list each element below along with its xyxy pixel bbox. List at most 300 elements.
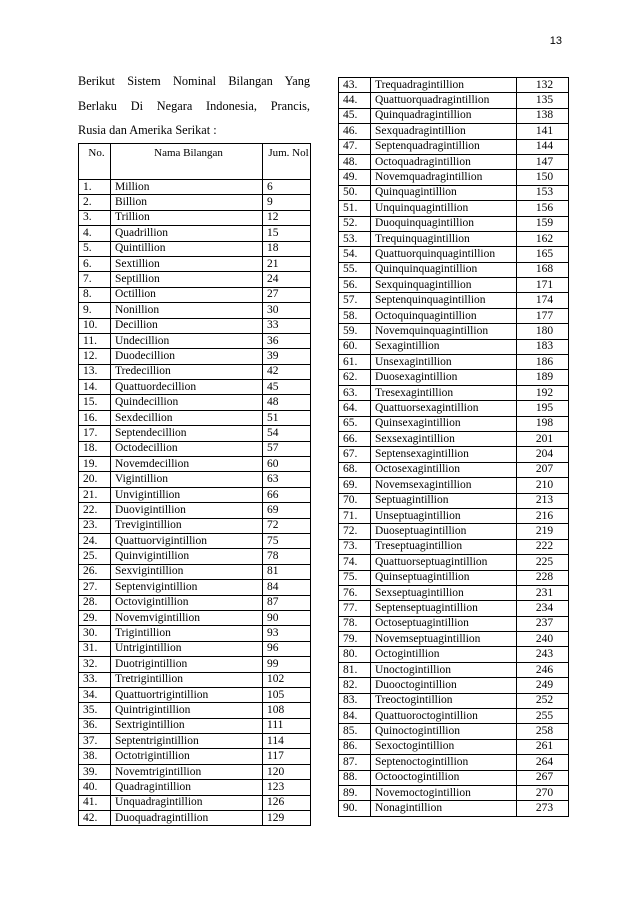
row-zeros: 189 [517,370,569,385]
row-zeros: 222 [517,539,569,554]
row-zeros: 27 [263,287,311,302]
row-name: Octogintillion [371,647,517,662]
table-row [79,687,311,702]
table-row [339,293,569,308]
row-name: Quinquinquagintillion [371,262,517,277]
table-row [339,154,569,169]
row-zeros: 6 [263,180,311,195]
row-name: Sextillion [111,256,263,271]
row-zeros: 162 [517,231,569,246]
table-row [339,124,569,139]
table-row [339,662,569,677]
row-number: 13. [79,364,111,379]
row-name: Quintrigintillion [111,703,263,718]
row-number: 3. [79,210,111,225]
row-zeros: 90 [263,610,311,625]
row-zeros: 270 [517,785,569,800]
row-name: Quattuorquinquagintillion [371,247,517,262]
row-zeros: 156 [517,201,569,216]
row-name: Novemvigintillion [111,610,263,625]
row-zeros: 111 [263,718,311,733]
row-zeros: 39 [263,349,311,364]
row-zeros: 93 [263,626,311,641]
row-zeros: 246 [517,662,569,677]
row-name: Duotrigintillion [111,657,263,672]
table-row [339,785,569,800]
table-row [339,616,569,631]
table-row [339,693,569,708]
table-row [339,185,569,200]
header-name: Nama Bilangan [111,144,263,180]
row-name: Novemseptuagintillion [371,632,517,647]
table-row [339,262,569,277]
row-number: 38. [79,749,111,764]
row-number: 45. [339,108,371,123]
row-number: 46. [339,124,371,139]
row-number: 53. [339,231,371,246]
row-name: Quattuorseptuagintillion [371,555,517,570]
row-zeros: 174 [517,293,569,308]
row-name: Duodecillion [111,349,263,364]
row-zeros: 252 [517,693,569,708]
row-number: 21. [79,487,111,502]
row-name: Sexquinquagintillion [371,278,517,293]
row-name: Quattuoroctogintillion [371,709,517,724]
row-name: Septentrigintillion [111,734,263,749]
row-number: 5. [79,241,111,256]
header-zeros: Jum. Nol [263,144,311,180]
row-zeros: 216 [517,508,569,523]
table-row [339,755,569,770]
row-name: Sexsexagintillion [371,431,517,446]
row-zeros: 195 [517,401,569,416]
row-name: Unoctogintillion [371,662,517,677]
row-zeros: 153 [517,185,569,200]
table-row [79,256,311,271]
table-row [339,770,569,785]
row-number: 12. [79,349,111,364]
row-name: Novemdecillion [111,457,263,472]
table-row [339,632,569,647]
row-name: Nonagintillion [371,801,517,816]
row-zeros: 63 [263,472,311,487]
row-number: 85. [339,724,371,739]
table-row [79,472,311,487]
row-zeros: 84 [263,580,311,595]
table-row [339,170,569,185]
row-number: 34. [79,687,111,702]
row-name: Trequinquagintillion [371,231,517,246]
table-body-right [339,78,569,817]
row-zeros: 66 [263,487,311,502]
table-row [339,401,569,416]
table-row [79,303,311,318]
row-name: Tresexagintillion [371,385,517,400]
row-name: Quattuorsexagintillion [371,401,517,416]
row-name: Decillion [111,318,263,333]
row-name: Quinoctogintillion [371,724,517,739]
intro-line: Berlaku Di Negara Indonesia, Prancis, [78,98,310,113]
table-row [79,580,311,595]
row-number: 30. [79,626,111,641]
row-name: Octovigintillion [111,595,263,610]
table-row [339,339,569,354]
row-zeros: 9 [263,195,311,210]
row-zeros: 135 [517,93,569,108]
row-name: Septenvigintillion [111,580,263,595]
row-name: Novemtrigintillion [111,764,263,779]
row-zeros: 114 [263,734,311,749]
row-zeros: 243 [517,647,569,662]
row-zeros: 183 [517,339,569,354]
row-name: Treoctogintillion [371,693,517,708]
row-number: 17. [79,426,111,441]
row-number: 56. [339,278,371,293]
row-name: Unquadragintillion [111,795,263,810]
row-number: 80. [339,647,371,662]
row-zeros: 72 [263,518,311,533]
row-zeros: 87 [263,595,311,610]
row-number: 65. [339,416,371,431]
row-number: 84. [339,709,371,724]
row-name: Octoquinquagintillion [371,308,517,323]
table-row [339,493,569,508]
row-number: 82. [339,678,371,693]
row-number: 63. [339,385,371,400]
row-number: 60. [339,339,371,354]
row-number: 18. [79,441,111,456]
row-name: Unvigintillion [111,487,263,502]
table-row [339,462,569,477]
table-row [339,524,569,539]
row-number: 86. [339,739,371,754]
row-number: 8. [79,287,111,302]
row-number: 79. [339,632,371,647]
row-zeros: 96 [263,641,311,656]
row-name: Quinsexagintillion [371,416,517,431]
row-number: 27. [79,580,111,595]
row-zeros: 132 [517,78,569,93]
row-zeros: 120 [263,764,311,779]
row-zeros: 30 [263,303,311,318]
row-number: 49. [339,170,371,185]
table-row [79,441,311,456]
row-number: 14. [79,380,111,395]
row-name: Billion [111,195,263,210]
row-zeros: 231 [517,585,569,600]
row-zeros: 240 [517,632,569,647]
row-number: 40. [79,780,111,795]
row-zeros: 261 [517,739,569,754]
table-row [79,780,311,795]
row-name: Tretrigintillion [111,672,263,687]
row-name: Untrigintillion [111,641,263,656]
row-number: 39. [79,764,111,779]
table-row [339,447,569,462]
table-row [79,380,311,395]
row-number: 28. [79,595,111,610]
row-zeros: 138 [517,108,569,123]
row-number: 6. [79,256,111,271]
row-zeros: 18 [263,241,311,256]
table-row [79,749,311,764]
row-name: Undecillion [111,333,263,348]
row-zeros: 48 [263,395,311,410]
row-number: 23. [79,518,111,533]
row-number: 4. [79,226,111,241]
table-row [339,416,569,431]
row-name: Million [111,180,263,195]
row-zeros: 102 [263,672,311,687]
row-number: 52. [339,216,371,231]
row-zeros: 267 [517,770,569,785]
table-row [79,287,311,302]
row-number: 31. [79,641,111,656]
row-zeros: 177 [517,308,569,323]
table-row [79,318,311,333]
table-row [339,93,569,108]
table-row [339,739,569,754]
row-number: 11. [79,333,111,348]
row-name: Trequadragintillion [371,78,517,93]
row-zeros: 129 [263,811,311,826]
row-name: Septuagintillion [371,493,517,508]
row-number: 76. [339,585,371,600]
row-zeros: 141 [517,124,569,139]
row-zeros: 225 [517,555,569,570]
row-number: 72. [339,524,371,539]
row-number: 48. [339,154,371,169]
row-name: Duoseptuagintillion [371,524,517,539]
row-number: 88. [339,770,371,785]
row-number: 70. [339,493,371,508]
table-row [339,601,569,616]
row-name: Septenquadragintillion [371,139,517,154]
row-zeros: 186 [517,355,569,370]
row-name: Octooctogintillion [371,770,517,785]
table-row [79,503,311,518]
table-row [79,626,311,641]
row-zeros: 57 [263,441,311,456]
row-zeros: 12 [263,210,311,225]
row-number: 54. [339,247,371,262]
row-number: 68. [339,462,371,477]
table-row [79,210,311,225]
table-row [339,278,569,293]
row-number: 10. [79,318,111,333]
row-name: Duooctogintillion [371,678,517,693]
row-name: Quintillion [111,241,263,256]
table-row [339,801,569,816]
row-zeros: 273 [517,801,569,816]
table-row [339,570,569,585]
table-row [79,272,311,287]
row-zeros: 45 [263,380,311,395]
table-row [339,508,569,523]
row-number: 75. [339,570,371,585]
row-zeros: 201 [517,431,569,446]
row-number: 16. [79,410,111,425]
row-number: 47. [339,139,371,154]
row-name: Trigintillion [111,626,263,641]
table-row [339,231,569,246]
row-zeros: 204 [517,447,569,462]
row-name: Quinseptuagintillion [371,570,517,585]
row-zeros: 123 [263,780,311,795]
table-row [79,180,311,195]
row-name: Octosexagintillion [371,462,517,477]
row-name: Novemoctogintillion [371,785,517,800]
row-number: 64. [339,401,371,416]
table-row [79,410,311,425]
row-zeros: 165 [517,247,569,262]
row-zeros: 228 [517,570,569,585]
row-number: 78. [339,616,371,631]
row-number: 25. [79,549,111,564]
row-number: 81. [339,662,371,677]
row-name: Sextrigintillion [111,718,263,733]
row-number: 36. [79,718,111,733]
row-zeros: 198 [517,416,569,431]
row-number: 59. [339,324,371,339]
row-zeros: 60 [263,457,311,472]
row-number: 29. [79,610,111,625]
header-no: No. [79,144,111,180]
row-number: 24. [79,533,111,548]
row-zeros: 258 [517,724,569,739]
row-number: 35. [79,703,111,718]
row-name: Sexvigintillion [111,564,263,579]
row-name: Quattuorvigintillion [111,533,263,548]
row-number: 7. [79,272,111,287]
table-row [339,108,569,123]
intro-paragraph [78,69,310,143]
table-row [79,195,311,210]
row-name: Novemquinquagintillion [371,324,517,339]
table-row [339,370,569,385]
row-zeros: 210 [517,478,569,493]
row-name: Septenoctogintillion [371,755,517,770]
table-row [79,610,311,625]
row-number: 19. [79,457,111,472]
row-name: Novemsexagintillion [371,478,517,493]
row-number: 41. [79,795,111,810]
row-number: 62. [339,370,371,385]
row-name: Septenseptuagintillion [371,601,517,616]
row-name: Tredecillion [111,364,263,379]
row-zeros: 75 [263,533,311,548]
row-zeros: 180 [517,324,569,339]
row-zeros: 51 [263,410,311,425]
table-row [339,539,569,554]
row-zeros: 171 [517,278,569,293]
table-row [79,549,311,564]
row-zeros: 219 [517,524,569,539]
row-name: Duosexagintillion [371,370,517,385]
table-row [79,533,311,548]
row-number: 37. [79,734,111,749]
row-number: 9. [79,303,111,318]
row-number: 90. [339,801,371,816]
row-name: Trevigintillion [111,518,263,533]
row-zeros: 213 [517,493,569,508]
row-name: Trillion [111,210,263,225]
row-zeros: 33 [263,318,311,333]
row-name: Sexdecillion [111,410,263,425]
row-number: 89. [339,785,371,800]
table-row [79,364,311,379]
row-zeros: 54 [263,426,311,441]
table-row [339,585,569,600]
table-header-row [79,144,311,180]
row-zeros: 21 [263,256,311,271]
row-name: Duovigintillion [111,503,263,518]
row-zeros: 42 [263,364,311,379]
table-row [339,201,569,216]
page-number: 13 [549,35,562,47]
row-zeros: 81 [263,564,311,579]
row-name: Quinvigintillion [111,549,263,564]
table-row [339,78,569,93]
row-zeros: 108 [263,703,311,718]
table-row [79,426,311,441]
table-row [79,795,311,810]
row-name: Vigintillion [111,472,263,487]
table-row [79,672,311,687]
row-name: Octillion [111,287,263,302]
row-zeros: 234 [517,601,569,616]
row-name: Octodecillion [111,441,263,456]
table-row [339,678,569,693]
row-number: 43. [339,78,371,93]
row-name: Septensexagintillion [371,447,517,462]
row-name: Octoquadragintillion [371,154,517,169]
table-row [339,647,569,662]
row-name: Octoseptuagintillion [371,616,517,631]
table-row [79,333,311,348]
row-name: Septendecillion [111,426,263,441]
row-zeros: 255 [517,709,569,724]
row-number: 1. [79,180,111,195]
row-name: Duoquadragintillion [111,811,263,826]
row-zeros: 264 [517,755,569,770]
row-number: 15. [79,395,111,410]
table-row [79,641,311,656]
row-name: Duoquinquagintillion [371,216,517,231]
row-number: 87. [339,755,371,770]
row-number: 26. [79,564,111,579]
row-number: 71. [339,508,371,523]
table-row [79,595,311,610]
row-zeros: 144 [517,139,569,154]
row-name: Quinquadragintillion [371,108,517,123]
table-row [339,308,569,323]
row-name: Sexseptuagintillion [371,585,517,600]
row-name: Sexquadragintillion [371,124,517,139]
table-row [79,764,311,779]
row-zeros: 150 [517,170,569,185]
table-row [339,216,569,231]
row-zeros: 159 [517,216,569,231]
table-row [339,247,569,262]
row-name: Sexagintillion [371,339,517,354]
row-name: Unseptuagintillion [371,508,517,523]
row-number: 2. [79,195,111,210]
row-name: Unquinquagintillion [371,201,517,216]
row-number: 22. [79,503,111,518]
row-zeros: 24 [263,272,311,287]
row-name: Quattuorquadragintillion [371,93,517,108]
